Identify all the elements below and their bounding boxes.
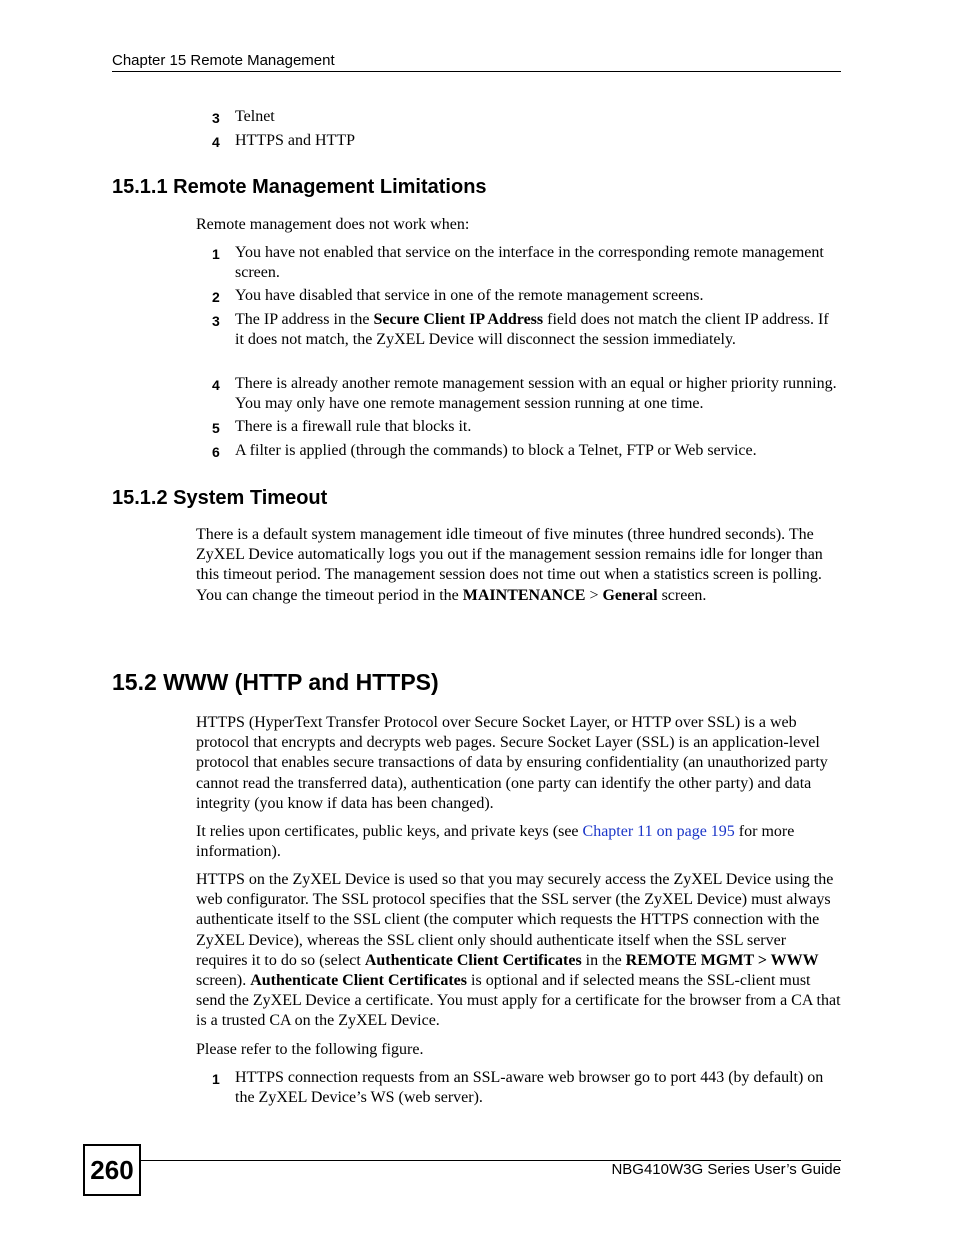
paragraph: It relies upon certificates, public keys, and private keys (see Chapter 11 on page 195 for more information). <box>196 823 795 861</box>
guide-title: NBG410W3G Series User’s Guide <box>611 1161 841 1178</box>
list-item <box>196 374 841 414</box>
list-number: 2 <box>212 289 220 305</box>
menu-name-general: General <box>602 586 658 604</box>
list-text: There is already another remote management session with an equal or higher priority running. You may only have one remote management session running at one time. <box>235 375 837 412</box>
list-number: 5 <box>212 420 220 436</box>
list-number: 1 <box>212 246 220 262</box>
section-heading-www: 15.2 WWW (HTTP and HTTPS) <box>112 669 439 695</box>
list-number: 1 <box>212 1071 220 1087</box>
cross-reference-link[interactable]: Chapter 11 on page 195 <box>582 823 735 840</box>
list-number: 6 <box>212 444 220 460</box>
list-item <box>196 107 841 127</box>
list-number: 4 <box>212 134 220 150</box>
list-item <box>196 417 841 437</box>
list-item <box>196 441 841 461</box>
list-text: There is a firewall rule that blocks it. <box>235 418 472 435</box>
list-text: You have not enabled that service on the interface in the corresponding remote management screen. <box>235 244 824 281</box>
list-item <box>196 243 841 283</box>
list-number: 3 <box>212 313 220 329</box>
list-item <box>196 310 841 350</box>
paragraph: There is a default system management idle timeout of five minutes (three hundred seconds). The ZyXEL Device automatically logs you out if the management session remains idle for longer than this timeout period. The management session does not time out when a statistics screen is polling. You can change the timeout period in the MAINTENANCE > General screen. <box>196 526 823 604</box>
list-text: A filter is applied (through the commands) to block a Telnet, FTP or Web service. <box>235 442 757 459</box>
list-text: HTTPS and HTTP <box>235 132 355 149</box>
paragraph: Remote management does not work when: <box>196 216 470 233</box>
field-name-secure-client-ip: Secure Client IP Address <box>373 311 544 328</box>
paragraph: HTTPS (HyperText Transfer Protocol over Secure Socket Layer, or HTTP over SSL) is a web protocol that encrypts and decrypts web pages. Secure Socket Layer (SSL) is an application-level protocol that enables secure transactions of data by ensuring confidentiality (an unauthorized party cannot read the transferred data), authentication (one party can identify the other party) and data integrity (you know if data has been changed). <box>196 714 828 812</box>
paragraph: HTTPS on the ZyXEL Device is used so that you may securely access the ZyXEL Device using the web configurator. The SSL protocol specifies that the SSL server (the ZyXEL Device) must always authenticate itself to the SSL client (the computer which requests the HTTPS connection with the ZyXEL Device), whereas the SSL client only should authenticate itself when the SSL server requires it to do so (select Authenticate Client Certificates in the REMOTE MGMT > WWW screen). Authenticate Client Certificates is optional and if selected means the SSL-client must send the ZyXEL Device a certificate. You must apply for a certificate for the browser from a CA that is a trusted CA on the ZyXEL Device. <box>196 871 841 1030</box>
menu-name-maintenance: MAINTENANCE <box>462 586 586 604</box>
list-item <box>196 1068 841 1108</box>
list-item <box>196 286 841 306</box>
section-heading-limitations: 15.1.1 Remote Management Limitations <box>112 176 487 198</box>
list-text: HTTPS connection requests from an SSL-aware web browser go to port 443 (by default) on the ZyXEL Device’s WS (web server). <box>235 1069 824 1106</box>
list-text: The IP address in the Secure Client IP Address field does not match the client IP address. If it does not match, the ZyXEL Device will disconnect the session immediately. <box>235 311 829 348</box>
paragraph: Please refer to the following figure. <box>196 1041 424 1058</box>
section-heading-timeout: 15.1.2 System Timeout <box>112 487 328 509</box>
page-number: 260 <box>83 1144 141 1196</box>
list-number: 4 <box>212 377 220 393</box>
header-rule <box>112 71 841 72</box>
list-number: 3 <box>212 110 220 126</box>
running-header: Chapter 15 Remote Management <box>112 52 335 69</box>
list-text: You have disabled that service in one of the remote management screens. <box>235 287 704 304</box>
list-text: Telnet <box>235 108 275 125</box>
list-item <box>196 131 841 151</box>
